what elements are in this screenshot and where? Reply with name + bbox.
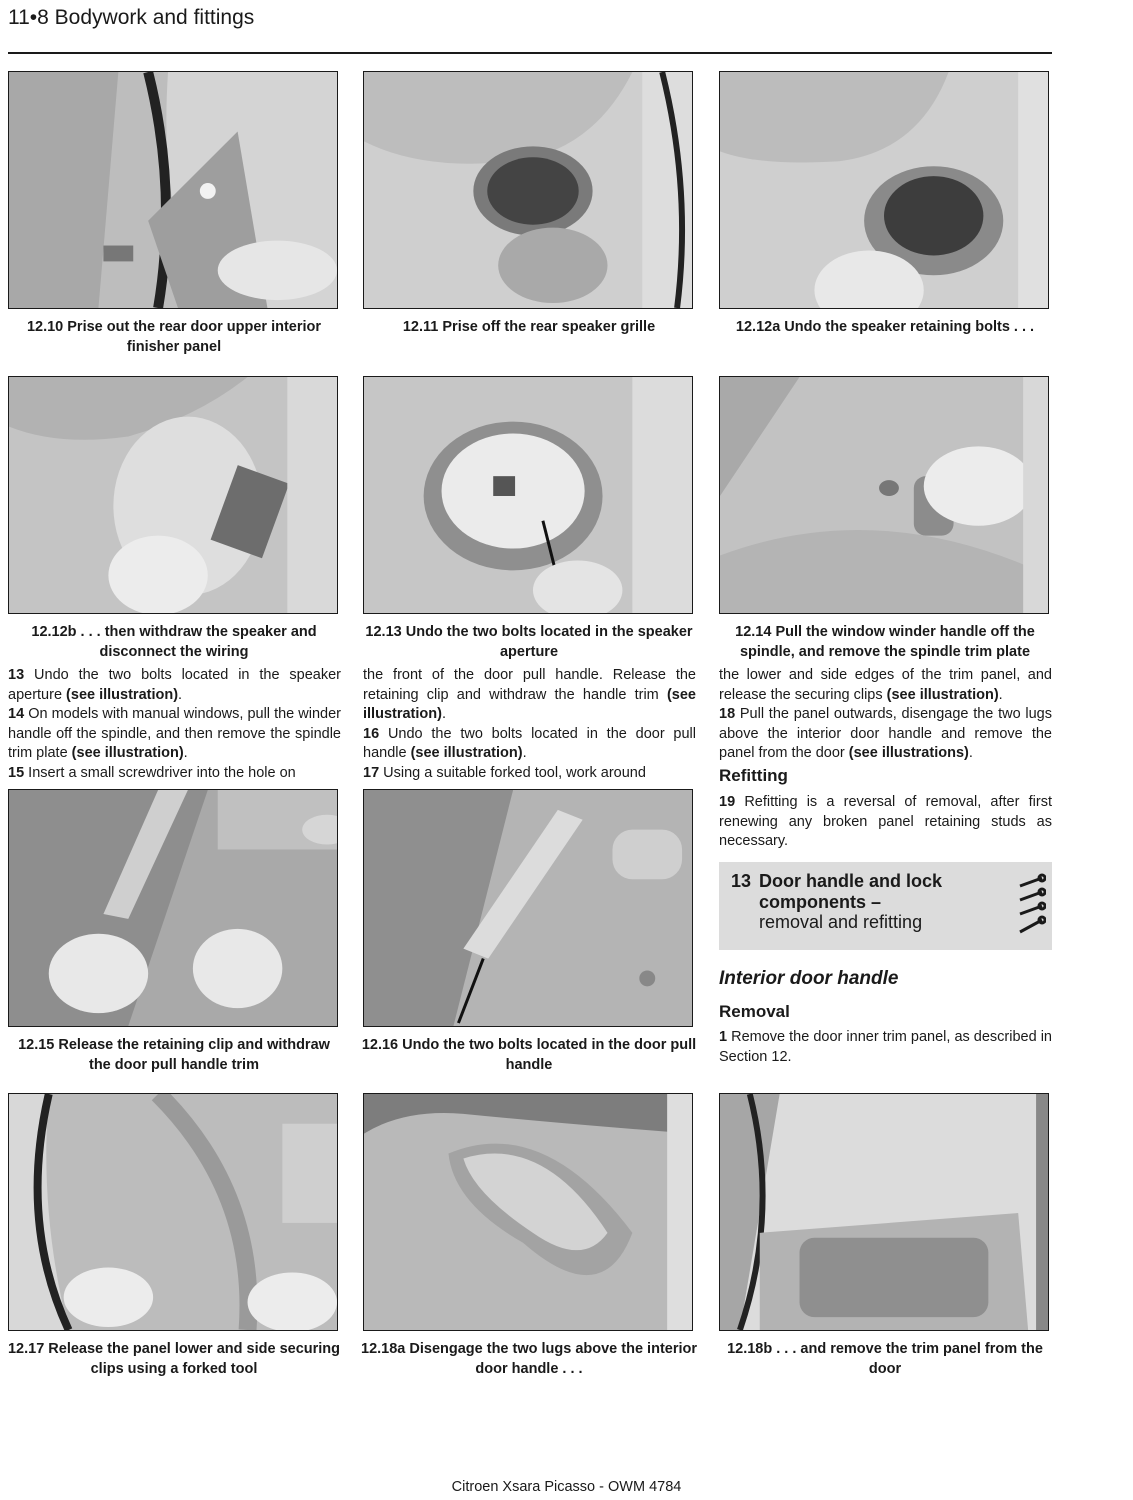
caption-12-13: 12.13 Undo the two bolts located in the speaker aperture: [365, 624, 693, 660]
photo-12-17: [8, 1093, 338, 1331]
page-footer: Citroen Xsara Picasso - OWM 4784: [451, 1479, 682, 1495]
paragraph-17: 17 Using a suitable forked tool, work around: [363, 764, 646, 781]
removal-paragraph: 1 Remove the door inner trim panel, as described in Section 12.: [719, 1029, 1052, 1065]
section-subtitle: removal and refitting: [759, 912, 923, 932]
photo-12-10: [8, 71, 338, 309]
paragraph-15-cont: the front of the door pull handle. Release the retaining clip and withdraw the handle trim (see illustration).: [363, 667, 696, 722]
photo-12-12a: [719, 71, 1049, 309]
photo-12-15: [8, 789, 338, 1027]
paragraph-15: 15 Insert a small screwdriver into the hole on: [8, 764, 296, 781]
caption-12-14: 12.14 Pull the window winder handle off the spindle, and remove the spindle trim plate: [735, 624, 1035, 660]
caption-12-18b: 12.18b . . . and remove the trim panel from the door: [727, 1341, 1043, 1377]
section-13-box: [719, 862, 1052, 950]
photo-12-12b: [8, 376, 338, 614]
photo-12-14: [719, 376, 1049, 614]
refitting-paragraph: 19 Refitting is a reversal of removal, after first renewing any broken panel retaining studs as necessary.: [719, 794, 1052, 849]
paragraph-17-cont: the lower and side edges of the trim panel, and release the securing clips (see illustration).: [719, 667, 1052, 703]
removal-heading: Removal: [719, 1002, 790, 1021]
paragraph-13: 13 Undo the two bolts located in the speaker aperture (see illustration).: [8, 667, 342, 703]
caption-12-12a: 12.12a Undo the speaker retaining bolts . . .: [735, 319, 1035, 335]
caption-12-11: 12.11 Prise off the rear speaker grille: [402, 319, 656, 335]
text-column-2: [363, 666, 696, 783]
page-header: [8, 4, 1052, 54]
page-title: 11•8 Bodywork and fittings: [8, 6, 255, 29]
section-number: 13: [731, 871, 752, 891]
paragraph-18: 18 Pull the panel outwards, disengage the two lugs above the interior door handle and remove the panel from the door (see illustrations).: [719, 706, 1053, 761]
photo-12-16: [363, 789, 693, 1027]
photo-12-18a: [363, 1093, 693, 1331]
paragraph-14: 14 On models with manual windows, pull the winder handle off the spindle, and then remove the spindle trim plate (see illustration).: [8, 706, 341, 761]
refitting-heading: Refitting: [719, 766, 788, 785]
interior-door-handle-heading: Interior door handle: [719, 968, 899, 989]
caption-12-10: 12.10 Prise out the rear door upper interior finisher panel: [26, 319, 322, 355]
text-column-1: [8, 666, 341, 783]
difficulty-wrench-icon: [1016, 872, 1046, 942]
paragraph-16: 16 Undo the two bolts located in the door pull handle (see illustration).: [363, 725, 696, 761]
section-title: Door handle and lock components –: [759, 871, 943, 912]
caption-12-17: 12.17 Release the panel lower and side securing clips using a forked tool: [7, 1341, 341, 1377]
caption-12-16: 12.16 Undo the two bolts located in the door pull handle: [361, 1037, 697, 1073]
photo-12-18b: [719, 1093, 1049, 1331]
caption-12-12b: 12.12b . . . then withdraw the speaker and disconnect the wiring: [31, 624, 317, 660]
caption-12-18a: 12.18a Disengage the two lugs above the interior door handle . . .: [361, 1341, 698, 1377]
photo-12-13: [363, 376, 693, 614]
text-column-3: [719, 666, 1052, 764]
caption-12-15: 12.15 Release the retaining clip and withdraw the door pull handle trim: [18, 1037, 330, 1073]
photo-12-11: [363, 71, 693, 309]
